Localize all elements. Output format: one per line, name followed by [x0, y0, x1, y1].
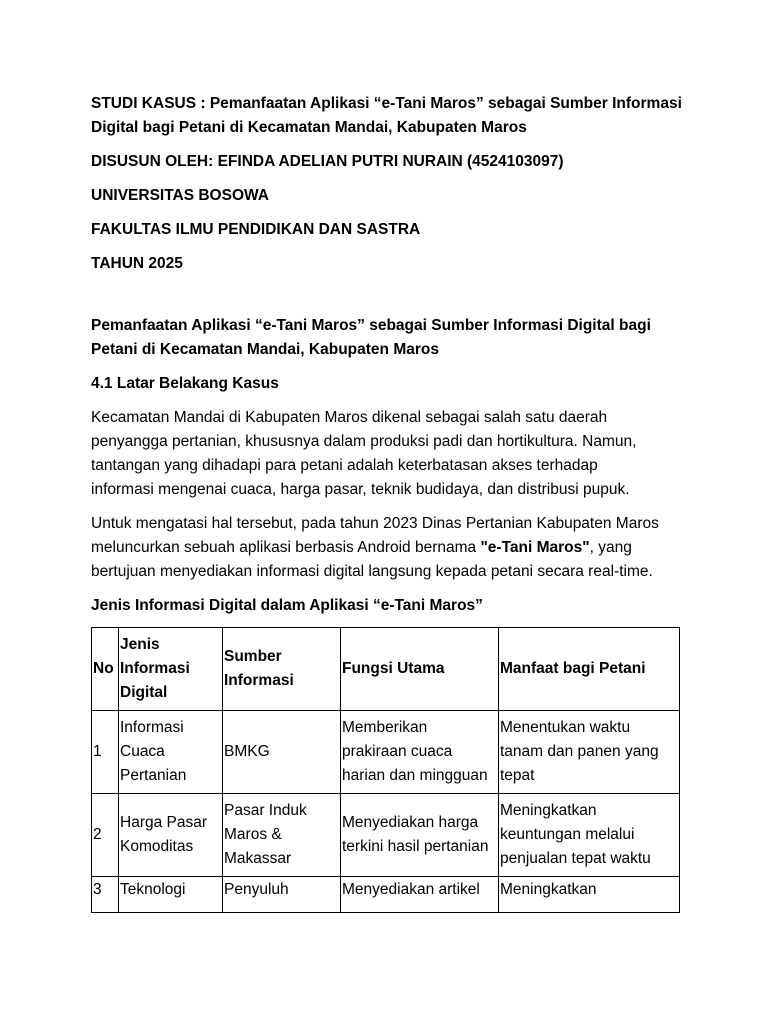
header-text: Digital — [120, 684, 168, 701]
cell-text: prakiraan cuaca — [342, 743, 453, 760]
cell-manfaat — [499, 877, 680, 913]
cell-text: penjualan tepat waktu — [500, 850, 651, 867]
cell-text: BMKG — [224, 743, 270, 760]
paragraph-2-text: , yang — [589, 539, 632, 556]
table-row — [92, 711, 680, 794]
header-fungsi — [341, 628, 499, 711]
header-text: Manfaat bagi Petani — [500, 660, 646, 677]
cell-text: tanam dan panen yang — [500, 743, 659, 760]
information-table — [91, 627, 680, 913]
cell-fungsi — [341, 794, 499, 877]
document-page — [91, 92, 691, 913]
paragraph-1 — [91, 406, 691, 502]
cell-text: harian dan mingguan — [342, 767, 488, 784]
document-title — [91, 314, 691, 362]
cell-sumber — [223, 794, 341, 877]
cell-text: tepat — [500, 767, 535, 784]
app-name-bold: "e-Tani Maros" — [480, 539, 590, 556]
cell-text: Maros & — [224, 826, 282, 843]
cell-text: Teknologi — [120, 881, 186, 898]
paragraph-1-line: penyangga pertanian, khususnya dalam produksi padi dan hortikultura. Namun, — [91, 433, 637, 450]
cell-jenis — [119, 794, 223, 877]
cell-text: Pasar Induk — [224, 802, 307, 819]
cell-text: Penyuluh — [224, 881, 289, 898]
cell-text: Informasi — [120, 719, 184, 736]
cell-fungsi — [341, 711, 499, 794]
document-title-line-2: Petani di Kecamatan Mandai, Kabupaten Maros — [91, 341, 439, 358]
university-line: UNIVERSITAS BOSOWA — [91, 187, 269, 204]
document-title-line-1: Pemanfaatan Aplikasi “e-Tani Maros” sebagai Sumber Informasi Digital bagi — [91, 317, 651, 334]
cell-text: Meningkatkan — [500, 881, 597, 898]
header-manfaat — [499, 628, 680, 711]
table-header-row — [92, 628, 680, 711]
cell-manfaat — [499, 794, 680, 877]
header-text: Sumber — [224, 648, 282, 665]
cell-text: Menyediakan harga — [342, 814, 479, 831]
cell-fungsi — [341, 877, 499, 913]
table-row — [92, 877, 680, 913]
cell-sumber — [223, 877, 341, 913]
paragraph-2-line: Untuk mengatasi hal tersebut, pada tahun 2023 Dinas Pertanian Kabupaten Maros — [91, 515, 659, 532]
cell-jenis — [119, 711, 223, 794]
paragraph-1-line: tantangan yang dihadapi para petani adalah keterbatasan akses terhadap — [91, 457, 598, 474]
case-study-title-line-1: STUDI KASUS : Pemanfaatan Aplikasi “e-Tani Maros” sebagai Sumber Informasi — [91, 95, 682, 112]
header-text: No — [93, 660, 114, 677]
cell-no: 1 — [92, 711, 119, 794]
cell-text: Komoditas — [120, 838, 194, 855]
cell-text: Menentukan waktu — [500, 719, 631, 736]
spacer — [91, 286, 691, 314]
cell-text: Pertanian — [120, 767, 187, 784]
cell-text: terkini hasil pertanian — [342, 838, 489, 855]
header-text: Informasi — [120, 660, 190, 677]
faculty-line: FAKULTAS ILMU PENDIDIKAN DAN SASTRA — [91, 221, 421, 238]
cell-no: 2 — [92, 794, 119, 877]
cell-text: Menyediakan artikel — [342, 881, 480, 898]
header-text: Jenis — [120, 636, 160, 653]
cell-manfaat — [499, 711, 680, 794]
paragraph-2 — [91, 512, 691, 584]
cell-sumber — [223, 711, 341, 794]
header-text: Fungsi Utama — [342, 660, 445, 677]
header-jenis — [119, 628, 223, 711]
cell-text: keuntungan melalui — [500, 826, 635, 843]
cell-text: Cuaca — [120, 743, 165, 760]
year-line: TAHUN 2025 — [91, 255, 183, 272]
header-sumber — [223, 628, 341, 711]
cell-jenis — [119, 877, 223, 913]
cell-text: Meningkatkan — [500, 802, 597, 819]
case-study-title — [91, 92, 691, 140]
table-row — [92, 794, 680, 877]
header-no — [92, 628, 119, 711]
paragraph-1-line: Kecamatan Mandai di Kabupaten Maros dikenal sebagai salah satu daerah — [91, 409, 608, 426]
section-heading: 4.1 Latar Belakang Kasus — [91, 375, 279, 392]
author-line: DISUSUN OLEH: EFINDA ADELIAN PUTRI NURAIN (4524103097) — [91, 153, 564, 170]
cell-text: Memberikan — [342, 719, 428, 736]
cell-text: Makassar — [224, 850, 292, 867]
header-text: Informasi — [224, 672, 294, 689]
paragraph-2-line: bertujuan menyediakan informasi digital langsung kepada petani secara real-time. — [91, 563, 653, 580]
paragraph-1-line: informasi mengenai cuaca, harga pasar, teknik budidaya, dan distribusi pupuk. — [91, 481, 630, 498]
table-title: Jenis Informasi Digital dalam Aplikasi “e-Tani Maros” — [91, 597, 483, 614]
paragraph-2-line — [91, 536, 691, 560]
case-study-title-line-2: Digital bagi Petani di Kecamatan Mandai, Kabupaten Maros — [91, 119, 527, 136]
cell-text: Harga Pasar — [120, 814, 208, 831]
paragraph-2-text: meluncurkan sebuah aplikasi berbasis Android bernama — [91, 539, 481, 556]
cell-no: 3 — [92, 877, 119, 913]
